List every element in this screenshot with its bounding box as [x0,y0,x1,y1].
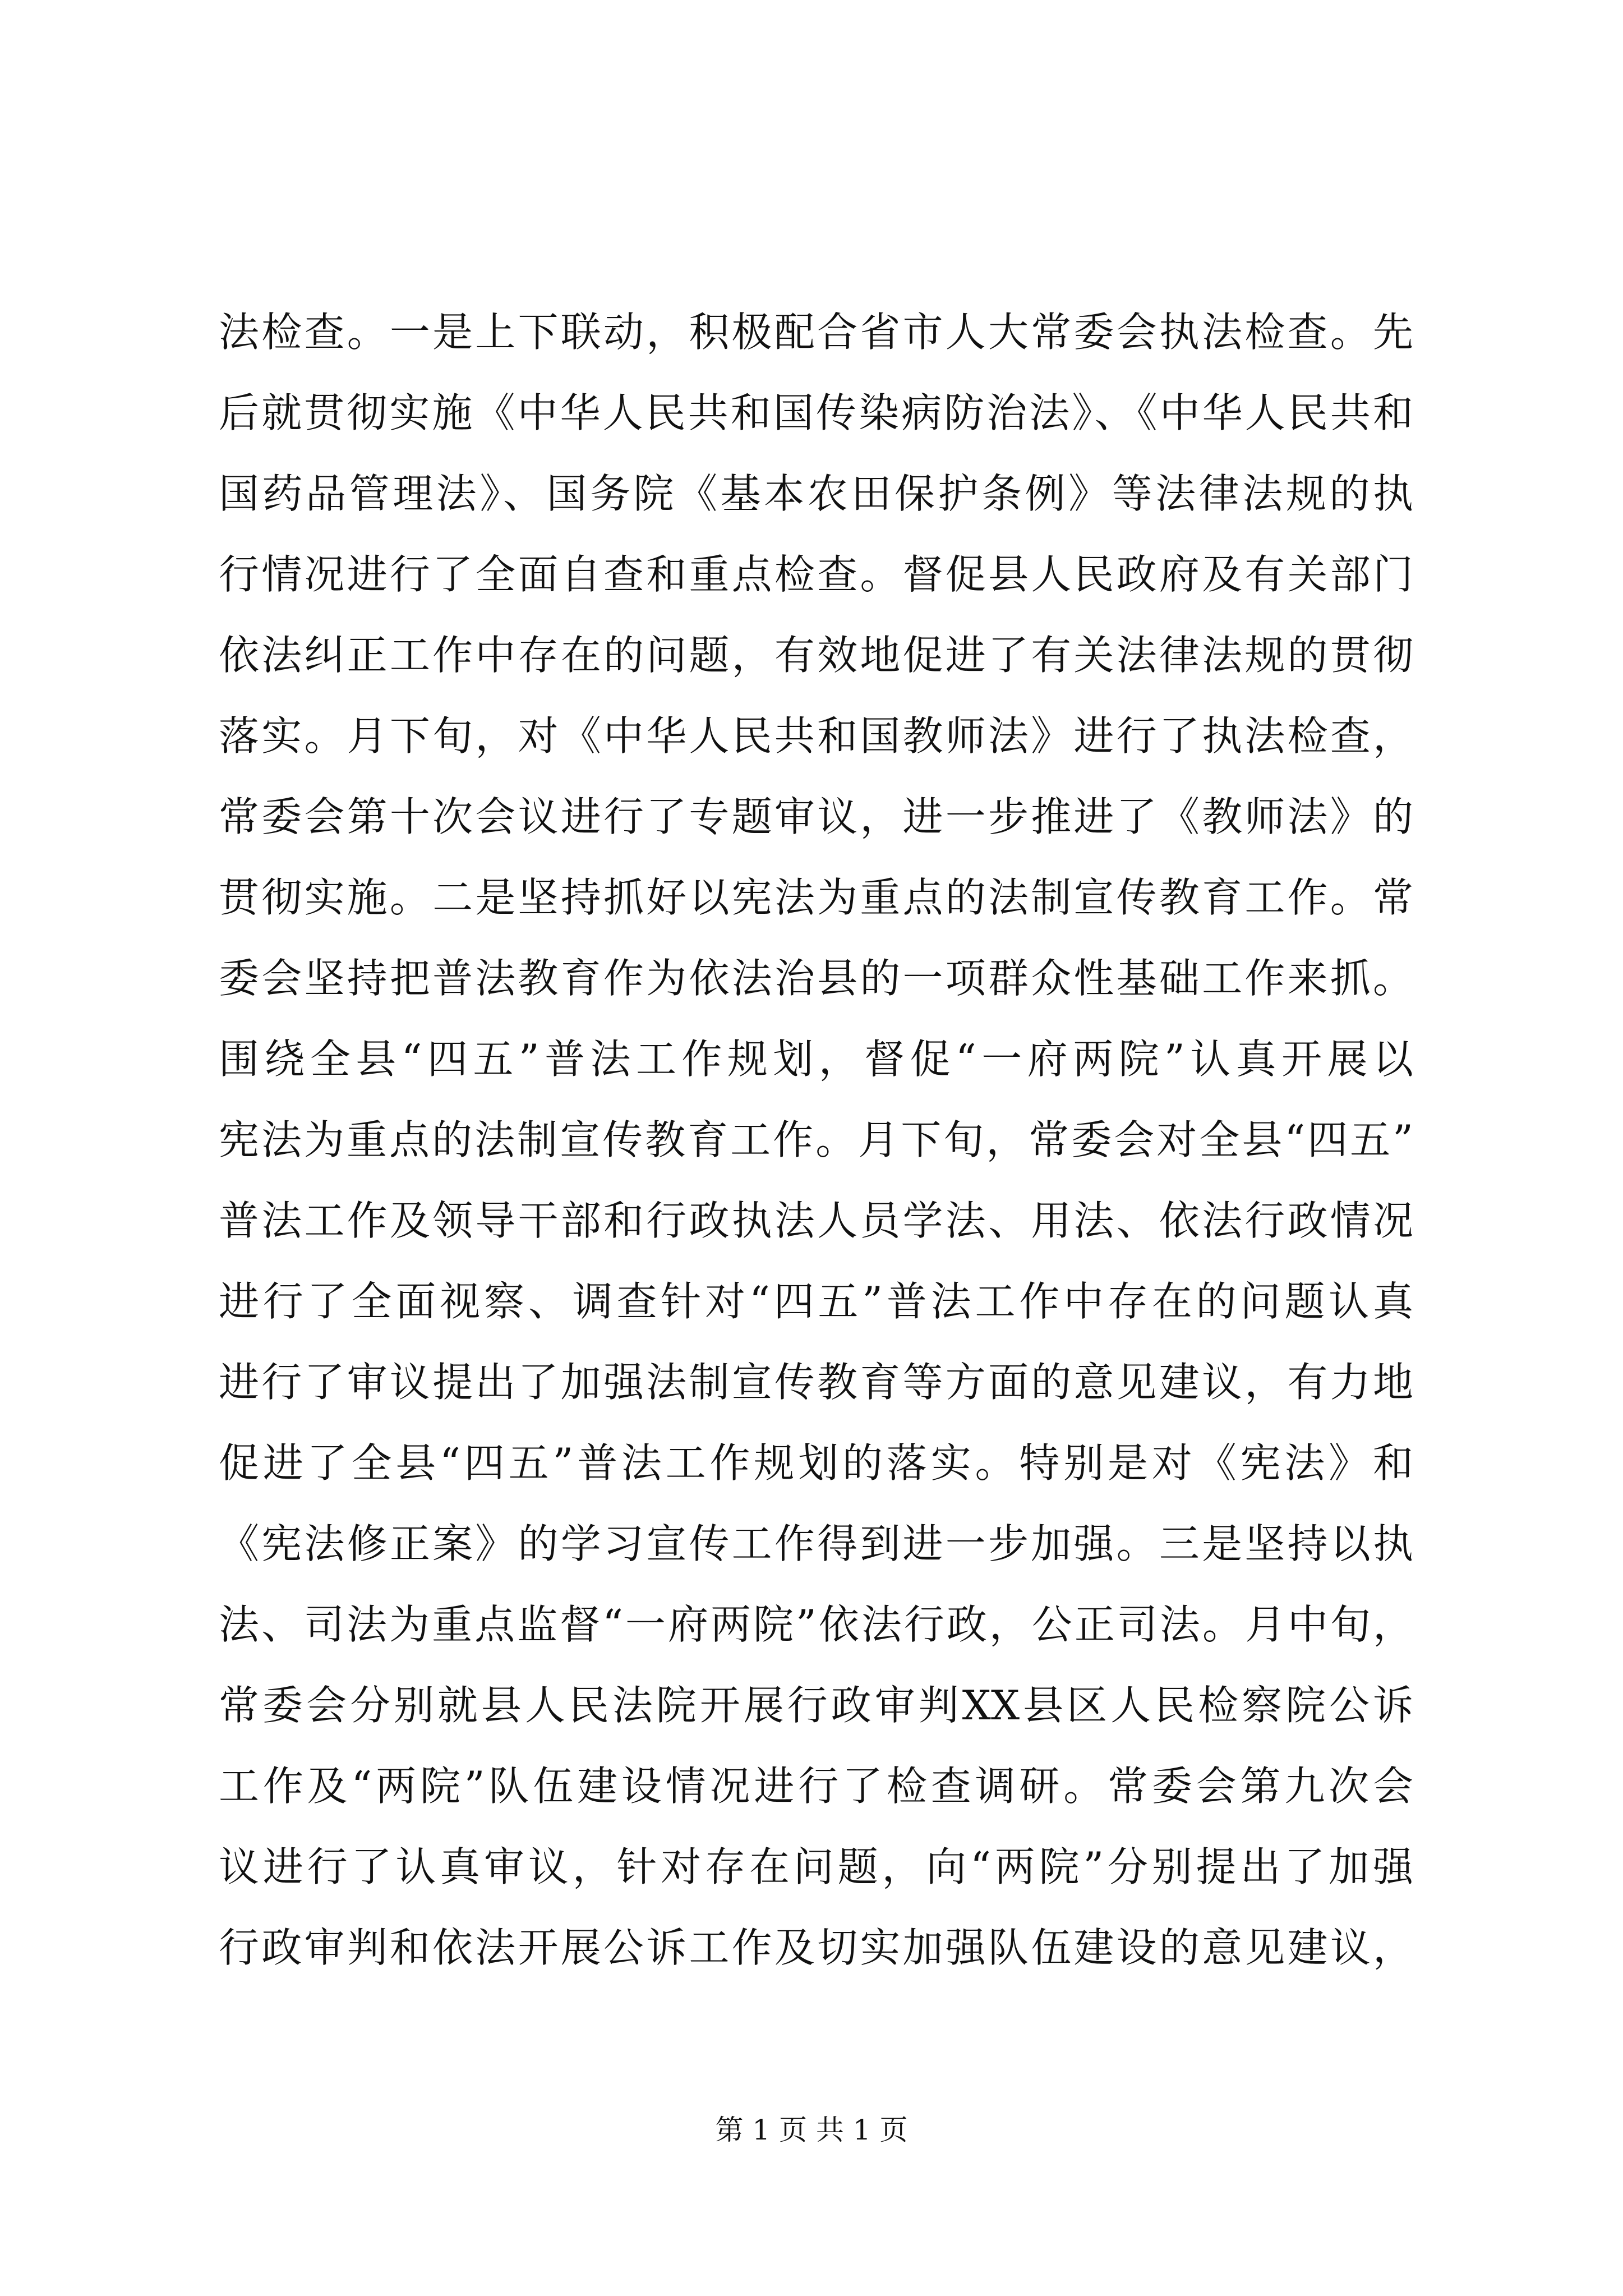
text-line: 法检查。一是上下联动，积极配合省市人大常委会执法检查。先 [219,309,1413,356]
text-line: 委会坚持把普法教育作为依法治县的一项群众性基础工作来抓。 [219,955,1413,1002]
text-line: 普法工作及领导干部和行政执法人员学法、用法、依法行政情况 [219,1197,1413,1244]
text-line: 贯彻实施。二是坚持抓好以宪法为重点的法制宣传教育工作。常 [219,874,1413,921]
text-line: 《宪法修正案》的学习宣传工作得到进一步加强。三是坚持以执 [219,1520,1413,1567]
text-line: 常委会分别就县人民法院开展行政审判XX县区人民检察院公诉 [219,1682,1413,1729]
text-line: 国药品管理法》、国务院《基本农田保护条例》等法律法规的执 [219,470,1413,517]
body-text [219,292,1413,1988]
text-line: 进行了审议提出了加强法制宣传教育等方面的意见建议，有力地 [219,1359,1413,1406]
text-line: 行情况进行了全面自查和重点检查。督促县人民政府及有关部门 [219,551,1413,598]
page-footer [0,2110,1623,2150]
text-line: 落实。月下旬，对《中华人民共和国教师法》进行了执法检查， [219,712,1413,760]
text-line: 后就贯彻实施《中华人民共和国传染病防治法》、《中华人民共和 [219,389,1413,436]
text-line: 行政审判和依法开展公诉工作及切实加强队伍建设的意见建议， [219,1924,1413,1971]
page-number: 第 1 页 共 1 页 [715,2114,908,2146]
text-line: 促进了全县“四五”普法工作规划的落实。特别是对《宪法》和 [219,1439,1413,1487]
text-line: 常委会第十次会议进行了专题审议，进一步推进了《教师法》的 [219,793,1413,840]
text-line: 依法纠正工作中存在的问题，有效地促进了有关法律法规的贯彻 [219,632,1413,679]
text-line: 法、司法为重点监督“一府两院”依法行政，公正司法。月中旬， [219,1601,1413,1648]
text-line: 工作及“两院”队伍建设情况进行了检查调研。常委会第九次会 [219,1763,1413,1810]
text-line: 宪法为重点的法制宣传教育工作。月下旬，常委会对全县“四五” [219,1116,1413,1163]
text-line: 围绕全县“四五”普法工作规划，督促“一府两院”认真开展以 [219,1036,1413,1083]
text-line: 进行了全面视察、调查针对“四五”普法工作中存在的问题认真 [219,1278,1413,1325]
text-line: 议进行了认真审议，针对存在问题，向“两院”分别提出了加强 [219,1843,1413,1890]
